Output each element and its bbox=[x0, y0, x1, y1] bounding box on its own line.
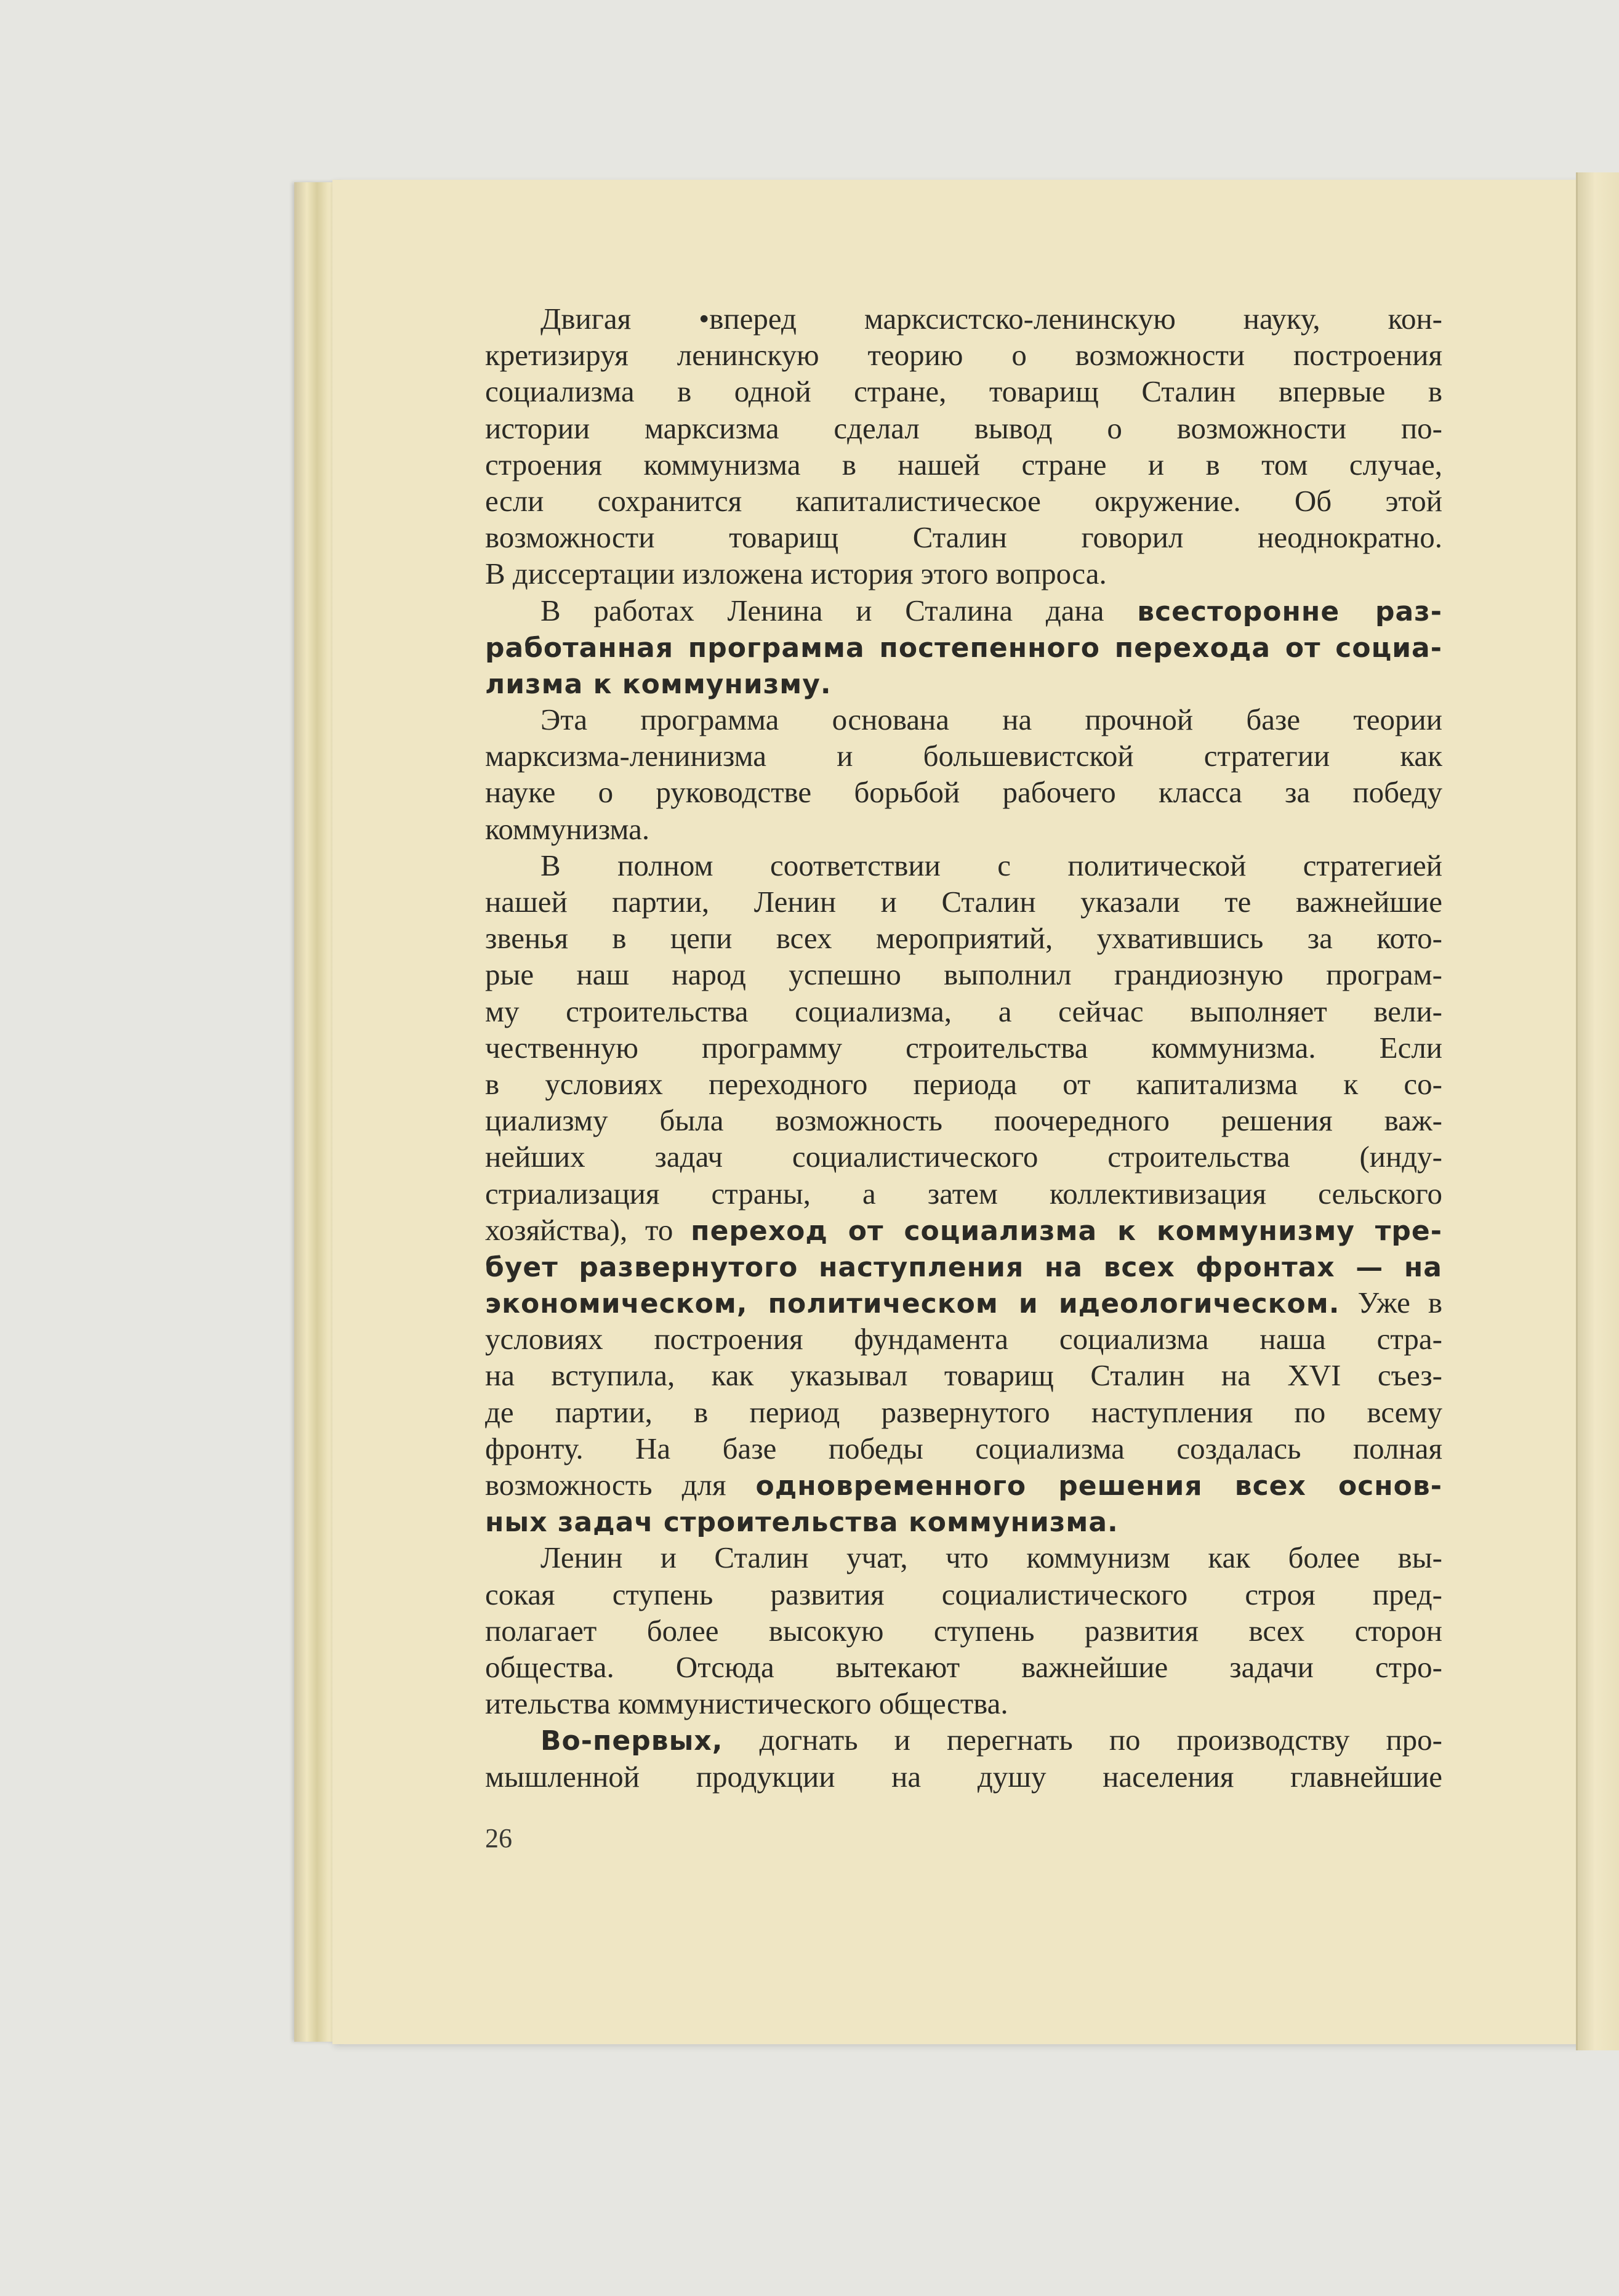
text-line bbox=[485, 956, 1442, 993]
text-line bbox=[485, 300, 1442, 337]
text-line bbox=[485, 1539, 1442, 1576]
text-line bbox=[485, 1685, 1442, 1722]
text-line bbox=[485, 774, 1442, 810]
text-segment: если сохранится капиталистическое окружение. Об этой bbox=[485, 483, 1442, 518]
text-line bbox=[485, 1102, 1442, 1138]
text-line bbox=[485, 993, 1442, 1029]
text-line bbox=[485, 811, 1442, 847]
text-segment: Уже в bbox=[1340, 1286, 1442, 1320]
emphasized-text: работанная программа постепенного перехода от социа- bbox=[485, 632, 1442, 664]
text-segment: возможности товарищ Сталин говорил неоднократно. bbox=[485, 520, 1442, 555]
text-line bbox=[485, 1212, 1442, 1248]
text-segment: мышленной продукции на душу населения главнейшие bbox=[485, 1759, 1442, 1794]
text-line bbox=[485, 1430, 1442, 1467]
text-segment: условиях построения фундамента социализма наша стра- bbox=[485, 1322, 1442, 1356]
text-segment: полагает более высокую ступень развития всех сторон bbox=[485, 1613, 1442, 1648]
text-line bbox=[485, 884, 1442, 920]
text-segment: на вступила, как указывал товарищ Сталин на XVI съез- bbox=[485, 1358, 1442, 1393]
text-segment: нейших задач социалистического строительства (инду- bbox=[485, 1140, 1442, 1174]
text-segment: Эта программа основана на прочной базе теории bbox=[540, 703, 1442, 737]
text-line bbox=[485, 1284, 1442, 1321]
emphasized-text: Во-первых, bbox=[540, 1725, 723, 1757]
text-segment: хозяйства), то bbox=[485, 1212, 691, 1247]
text-segment: циализму была возможность поочередного решения важ- bbox=[485, 1103, 1442, 1138]
text-segment: фронту. На базе победы социализма создалась полная bbox=[485, 1431, 1442, 1465]
text-segment: ительства коммунистического общества. bbox=[485, 1686, 1008, 1721]
text-segment: Двигая •вперед марксистско-ленинскую науку, кон- bbox=[540, 302, 1442, 336]
text-line bbox=[485, 738, 1442, 774]
text-segment: В полном соответствии с политической стратегией bbox=[540, 848, 1442, 882]
text-segment: общества. Отсюда вытекают важнейшие задачи стро- bbox=[485, 1649, 1442, 1684]
page-number: 26 bbox=[485, 1823, 512, 1853]
text-line bbox=[485, 1394, 1442, 1430]
text-segment: В работах Ленина и Сталина дана bbox=[540, 593, 1138, 627]
text-segment: нашей партии, Ленин и Сталин указали те важнейшие bbox=[485, 885, 1442, 919]
emphasized-text: всесторонне раз- bbox=[1137, 595, 1442, 627]
text-line bbox=[485, 373, 1442, 409]
text-segment: истории марксизма сделал вывод о возможности по- bbox=[485, 411, 1442, 445]
text-segment: Ленин и Сталин учат, что коммунизм как более вы- bbox=[540, 1541, 1442, 1575]
text-line bbox=[485, 555, 1442, 592]
emphasized-text: лизма к коммунизму. bbox=[485, 668, 832, 700]
emphasized-text: ных задач строительства коммунизма. bbox=[485, 1507, 1119, 1539]
text-line bbox=[485, 1613, 1442, 1649]
emphasized-text: бует развернутого наступления на всех фронтах — на bbox=[485, 1251, 1442, 1283]
text-segment: строения коммунизма в нашей стране и в том случае, bbox=[485, 447, 1442, 481]
text-line bbox=[485, 1467, 1442, 1503]
text-line bbox=[485, 629, 1442, 665]
text-segment: стриализация страны, а затем коллективизация сельского bbox=[485, 1176, 1442, 1210]
text-segment: социализма в одной стране, товарищ Сталин впервые в bbox=[485, 374, 1442, 409]
text-segment: кретизируя ленинскую теорию о возможности построения bbox=[485, 338, 1442, 373]
emphasized-text: экономическом, политическом и идеологическом. bbox=[485, 1288, 1340, 1320]
text-segment: науке о руководстве борьбой рабочего класса за победу bbox=[485, 775, 1442, 810]
text-segment: звенья в цепи всех мероприятий, ухватившись за кото- bbox=[485, 921, 1442, 956]
text-line bbox=[485, 1576, 1442, 1613]
body-text bbox=[485, 300, 1442, 1795]
text-line bbox=[485, 337, 1442, 373]
text-segment: возможность для bbox=[485, 1468, 756, 1502]
text-line bbox=[485, 1758, 1442, 1795]
text-line bbox=[485, 1248, 1442, 1284]
text-line bbox=[485, 1321, 1442, 1357]
text-line bbox=[485, 519, 1442, 555]
text-segment: марксизма-ленинизма и большевистской стратегии как bbox=[485, 739, 1442, 773]
text-line bbox=[485, 1357, 1442, 1393]
text-segment: догнать и перегнать по производству про- bbox=[723, 1723, 1442, 1757]
text-line bbox=[485, 701, 1442, 738]
text-line bbox=[485, 665, 1442, 701]
text-segment: рые наш народ успешно выполнил грандиозную програм- bbox=[485, 957, 1442, 992]
text-segment: чественную программу строительства коммунизма. Если bbox=[485, 1030, 1442, 1065]
text-line bbox=[485, 920, 1442, 956]
text-segment: сокая ступень развития социалистического строя пред- bbox=[485, 1577, 1442, 1611]
text-line bbox=[485, 483, 1442, 519]
text-segment: му строительства социализма, а сейчас выполняет вели- bbox=[485, 994, 1442, 1028]
facing-page-edge bbox=[1576, 172, 1619, 2050]
emphasized-text: переход от социализма к коммунизму тре- bbox=[691, 1215, 1442, 1247]
text-line bbox=[485, 592, 1442, 629]
text-segment: де партии, в период развернутого наступления по всему bbox=[485, 1395, 1442, 1429]
text-segment: В диссертации изложена история этого вопроса. bbox=[485, 557, 1107, 591]
text-line bbox=[485, 1649, 1442, 1685]
text-line bbox=[485, 1029, 1442, 1066]
text-line bbox=[485, 1722, 1442, 1758]
text-line bbox=[485, 847, 1442, 884]
text-segment: коммунизма. bbox=[485, 812, 650, 846]
text-line bbox=[485, 1066, 1442, 1102]
text-line bbox=[485, 446, 1442, 483]
text-line bbox=[485, 1503, 1442, 1539]
text-line bbox=[485, 1138, 1442, 1175]
text-line bbox=[485, 1175, 1442, 1212]
text-segment: в условиях переходного периода от капитализма к со- bbox=[485, 1066, 1442, 1101]
emphasized-text: одновременного решения всех основ- bbox=[755, 1470, 1443, 1502]
text-line bbox=[485, 410, 1442, 446]
